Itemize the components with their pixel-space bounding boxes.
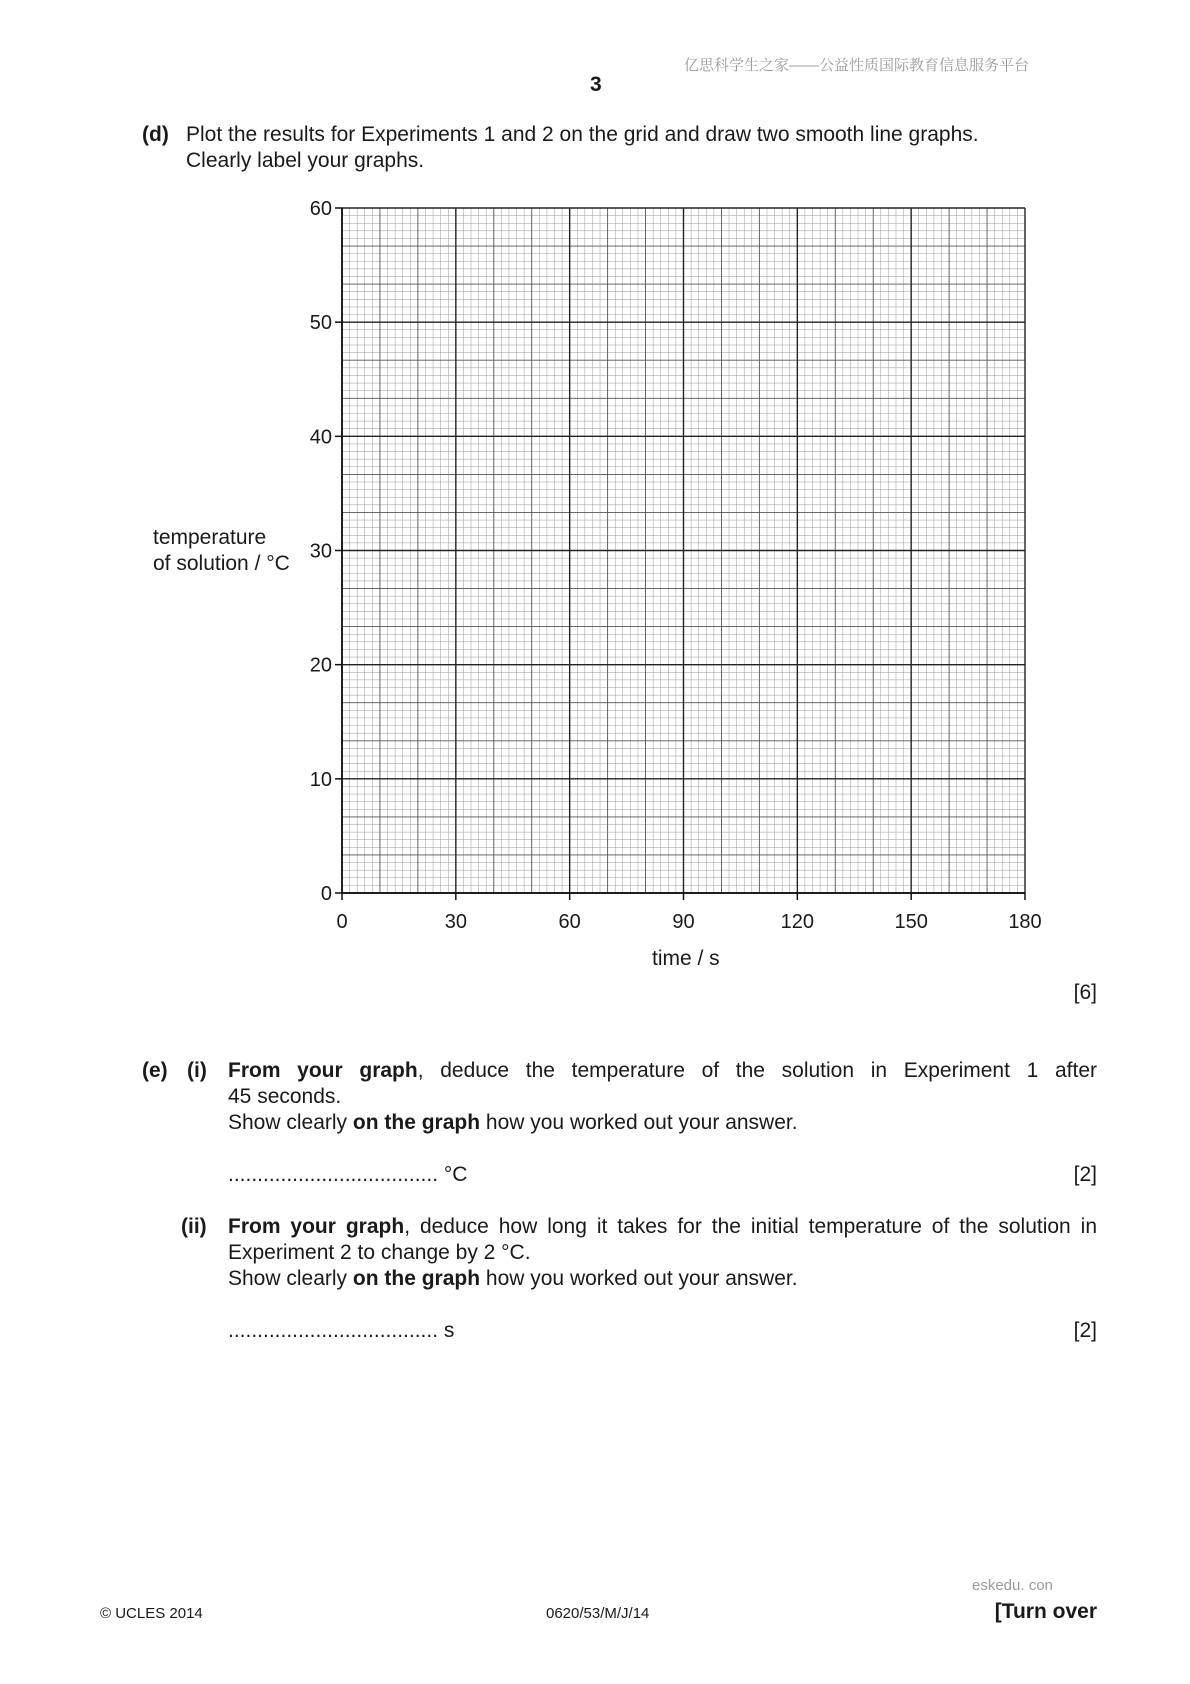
footer-copyright: © UCLES 2014	[100, 1605, 203, 1622]
major-grid-lines	[342, 208, 1025, 893]
y-tick-label: 50	[309, 312, 332, 335]
answer-unit: °C	[443, 1163, 468, 1186]
part-e-i-line3-pre: Show clearly	[228, 1111, 353, 1134]
y-axis-label-line1: temperature	[153, 526, 267, 549]
x-axis-ticks	[336, 893, 1041, 933]
part-e-ii-line1	[228, 1214, 1097, 1240]
watermark-top: 亿思科学生之家——公益性质国际教育信息服务平台	[684, 57, 1030, 74]
part-e-ii-line3-bold: on the graph	[352, 1267, 481, 1290]
part-e-ii-line3-post: how you worked out your answer.	[480, 1267, 798, 1290]
x-tick-label: 0	[336, 911, 348, 933]
part-e-ii-bold-lead: From your graph	[228, 1215, 405, 1238]
part-e-ii-marks: [2]	[1073, 1319, 1097, 1342]
part-e-i-line3	[228, 1110, 798, 1136]
part-e-i-label: (i)	[187, 1059, 207, 1082]
answer-line-e-ii[interactable]	[228, 1318, 454, 1344]
x-tick-label: 30	[444, 911, 467, 933]
part-e-i-marks: [2]	[1073, 1163, 1097, 1186]
part-d-label: (d)	[142, 123, 169, 146]
turn-over: [Turn over	[994, 1600, 1097, 1623]
part-e-i-bold-lead: From your graph	[228, 1059, 418, 1082]
x-axis-label: time / s	[652, 947, 720, 970]
y-tick-label: 40	[309, 426, 332, 449]
watermark-bottom: eskedu. con	[972, 1577, 1053, 1594]
y-axis-label-line2: of solution / °C	[153, 552, 290, 575]
y-tick-label: 60	[309, 198, 332, 220]
y-tick-label: 30	[309, 540, 332, 563]
x-tick-label: 150	[894, 911, 928, 933]
part-e-i-line1-rest: , deduce the temperature of the solution in Experiment 1 after	[417, 1059, 1097, 1082]
part-e-i-line3-post: how you worked out your answer.	[480, 1111, 798, 1134]
x-tick-label: 180	[1008, 911, 1042, 933]
part-e-i-line2: 45 seconds.	[228, 1085, 342, 1108]
page-number: 3	[590, 73, 602, 96]
y-tick-label: 0	[320, 883, 332, 905]
part-e-ii-line1-rest: , deduce how long it takes for the initial temperature of the solution in	[404, 1215, 1097, 1238]
part-e-label: (e)	[142, 1059, 168, 1082]
part-e-ii-line3	[228, 1266, 798, 1292]
y-tick-label: 20	[309, 654, 332, 677]
x-tick-label: 120	[780, 911, 815, 933]
x-tick-label: 60	[558, 911, 581, 933]
footer-code: 0620/53/M/J/14	[546, 1605, 650, 1622]
part-d-line2: Clearly label your graphs.	[186, 149, 425, 172]
part-e-i-line1	[228, 1058, 1097, 1084]
part-d-marks: [6]	[1073, 981, 1097, 1004]
y-tick-label: 10	[309, 768, 332, 791]
part-e-ii-line3-pre: Show clearly	[228, 1267, 353, 1290]
answer-dots: ....................................	[228, 1163, 439, 1186]
answer-dots: ....................................	[228, 1319, 439, 1342]
y-axis-ticks	[310, 198, 342, 905]
answer-unit: s	[443, 1319, 455, 1342]
part-e-ii-label: (ii)	[181, 1215, 207, 1238]
part-e-i-line3-bold: on the graph	[352, 1111, 481, 1134]
x-tick-label: 90	[672, 911, 695, 933]
answer-line-e-i[interactable]	[228, 1162, 467, 1188]
part-e-ii-line2: Experiment 2 to change by 2 °C.	[228, 1241, 531, 1264]
part-d-line1: Plot the results for Experiments 1 and 2 on the grid and draw two smooth line graphs.	[186, 123, 979, 146]
